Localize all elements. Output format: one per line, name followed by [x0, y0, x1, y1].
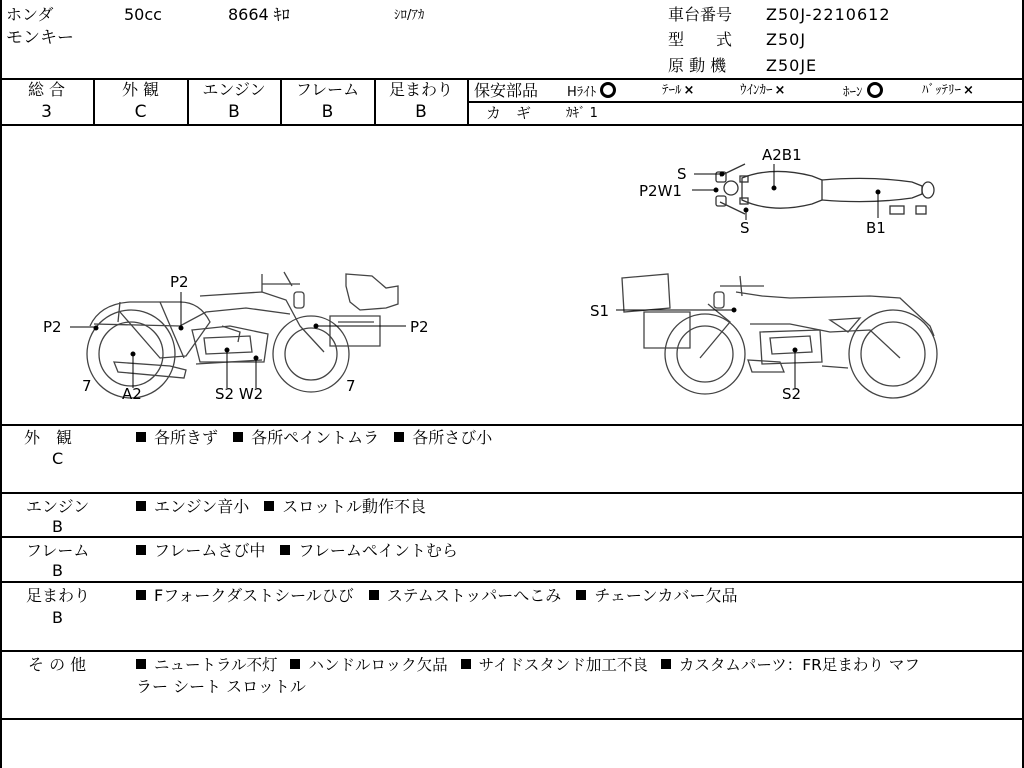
note-item: 各所さび小: [412, 428, 493, 447]
notes-line-3: [0, 536, 1024, 538]
note-item: サイドスタンド加工不良: [478, 656, 648, 674]
note-category-suspension: 足まわり: [26, 586, 91, 605]
cross-icon: ×: [683, 83, 695, 98]
damage-diagram: [0, 126, 1024, 424]
diagram-label-right-s1: S1: [590, 302, 610, 320]
notes-bottom-line: [0, 718, 1024, 720]
type-label: 型 式: [668, 30, 733, 49]
type-value: Z50J: [766, 30, 807, 49]
diagram-label-top-p2w1: P2W1: [639, 182, 682, 200]
key-value: ｶｷﾞ 1: [566, 106, 598, 121]
safety-tail: [662, 82, 694, 99]
safety-winker-label: ｳｲﾝｶｰ: [740, 83, 773, 98]
note-item: フレームペイントむら: [298, 541, 458, 560]
top-view-bike: [716, 164, 934, 214]
safety-title: 保安部品: [474, 81, 539, 100]
note-grade-exterior: C: [52, 449, 64, 468]
note-item: 各所きず: [154, 428, 219, 447]
score-label-exterior: 外 観: [121, 80, 160, 99]
score-value-total: 3: [41, 102, 52, 122]
note-item: カスタムパーツ：FR足まわり マフ: [678, 656, 920, 674]
diagram-label-left-s2w2: S2 W2: [215, 385, 264, 403]
top-view-markers: [692, 164, 880, 220]
score-value-engine: B: [228, 102, 240, 122]
bullet-icon: [290, 659, 300, 669]
note-item: チェーンカバー欠品: [594, 586, 738, 605]
safety-horn: [843, 82, 883, 101]
score-value-suspension: B: [415, 102, 427, 122]
note-grade-engine: B: [52, 517, 63, 536]
maker: ホンダ: [6, 5, 54, 24]
safety-battery: [922, 82, 974, 99]
safety-winker: [740, 82, 785, 99]
engine-label: 原 動 機: [668, 56, 727, 75]
safety-battery-label: ﾊﾞｯﾃﾘｰ: [922, 83, 961, 98]
right-view-bike: [622, 274, 937, 398]
note-items-exterior: [136, 428, 492, 448]
diagram-label-top-s1: S: [677, 165, 687, 183]
note-item: フレームさび中: [154, 541, 266, 560]
model-name: モンキー: [6, 28, 74, 48]
cross-icon: ×: [963, 83, 974, 98]
note-item: ニュートラル不灯: [154, 656, 278, 674]
safety-horn-label: ﾎｰﾝ: [843, 85, 863, 100]
score-label-suspension: 足まわり: [388, 80, 453, 99]
bullet-icon: [264, 501, 274, 511]
bullet-icon: [233, 432, 243, 442]
bullet-icon: [136, 545, 146, 555]
score-label-engine: エンジン: [202, 80, 266, 99]
bullet-icon: [661, 659, 671, 669]
note-category-exterior: 外 観: [24, 428, 73, 447]
diagram-label-left-7a: 7: [82, 377, 92, 395]
bullet-icon: [461, 659, 471, 669]
diagram-label-left-p2-right: P2: [410, 318, 429, 336]
bullet-icon: [136, 501, 146, 511]
cross-icon: ×: [774, 83, 786, 98]
note-item: スロットル動作不良: [282, 497, 426, 516]
note-grade-frame: B: [52, 561, 63, 580]
color: ｼﾛ/ｱｶ: [394, 8, 425, 23]
bullet-icon: [136, 432, 146, 442]
bullet-icon: [136, 659, 146, 669]
safety-headlight-label: Hﾗｲﾄ: [567, 85, 597, 100]
notes-line-4: [0, 581, 1024, 583]
bullet-icon: [369, 590, 379, 600]
note-item: ハンドルロック欠品: [308, 656, 448, 674]
frame-no-label: 車台番号: [668, 5, 733, 24]
score-label-total: 総 合: [27, 80, 66, 99]
engine-value: Z50JE: [766, 56, 818, 75]
score-value-exterior: C: [134, 102, 147, 122]
diagram-label-top-s2: S: [740, 219, 750, 237]
right-view-markers: [616, 308, 797, 388]
score-value-frame: B: [321, 102, 334, 122]
diagram-label-left-p2-left: P2: [43, 318, 62, 336]
note-category-frame: フレーム: [26, 541, 90, 560]
diagram-label-left-a2: A2: [122, 385, 142, 403]
diagram-label-left-7b: 7: [346, 377, 356, 395]
safety-mid-line: [468, 101, 1024, 103]
safety-tail-label: ﾃｰﾙ: [662, 83, 682, 98]
score-divider: [467, 78, 469, 126]
diagram-label-top-a2b1: A2B1: [762, 146, 802, 164]
bullet-icon: [136, 590, 146, 600]
key-label: カ ギ: [486, 104, 532, 122]
displacement: 50cc: [124, 5, 162, 24]
frame-no-value: Z50J-2210612: [766, 5, 891, 24]
note-category-other: そ の 他: [28, 655, 87, 674]
note-items-frame: [136, 541, 458, 561]
circle-icon: [867, 82, 883, 98]
notes-top-line: [0, 424, 1024, 426]
note-item: ステムストッパーへこみ: [386, 586, 562, 605]
note-items-engine: [136, 497, 426, 517]
notes-line-5: [0, 650, 1024, 652]
note-item: 各所ペイントムラ: [251, 428, 380, 447]
note-extra-other: ラー シート スロットル: [136, 677, 306, 696]
mileage: 8664 ｷﾛ: [228, 5, 290, 24]
note-category-engine: エンジン: [26, 497, 90, 516]
bullet-icon: [280, 545, 290, 555]
notes-line-2: [0, 492, 1024, 494]
score-label-frame: フレーム: [295, 80, 360, 99]
note-item: エンジン音小: [154, 497, 250, 516]
circle-icon: [600, 82, 616, 98]
bullet-icon: [394, 432, 404, 442]
note-grade-suspension: B: [52, 608, 63, 627]
diagram-label-right-s2: S2: [782, 385, 802, 403]
note-item: Fフォークダストシールひび: [154, 586, 354, 605]
bullet-icon: [576, 590, 586, 600]
diagram-label-left-p2-top: P2: [170, 273, 189, 291]
diagram-label-top-b1: B1: [866, 219, 886, 237]
note-items-other: [136, 655, 920, 675]
note-items-suspension: [136, 586, 738, 606]
safety-headlight: [567, 82, 616, 101]
